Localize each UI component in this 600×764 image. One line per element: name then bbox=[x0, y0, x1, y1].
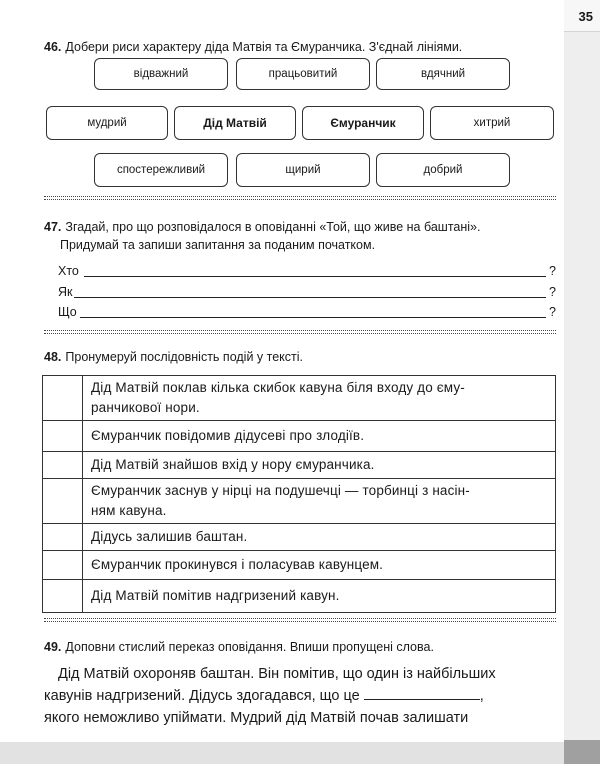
trait-label: працьовитий bbox=[268, 68, 338, 80]
trait-box-kind[interactable] bbox=[376, 153, 510, 187]
bottom-strip bbox=[0, 742, 600, 764]
table-row bbox=[43, 421, 556, 452]
answer-line[interactable] bbox=[80, 317, 546, 318]
event-text: Ємуранчик прокинувся і поласував кавунцем. bbox=[91, 557, 384, 572]
character-label: Дід Матвій bbox=[203, 116, 267, 130]
story-line bbox=[44, 663, 556, 685]
event-cell bbox=[83, 580, 556, 613]
event-text: Ємуранчик заснув у нірці на подушечці — торбинці з насін- bbox=[91, 483, 470, 498]
event-cell bbox=[83, 376, 556, 421]
order-number-cell[interactable] bbox=[43, 580, 83, 613]
table-row bbox=[43, 376, 556, 421]
trait-box-observant[interactable] bbox=[94, 153, 228, 187]
task48-number: 48. bbox=[44, 350, 62, 364]
question-line-what[interactable] bbox=[58, 302, 556, 320]
event-text: Дід Матвій помітив надгризений кавун. bbox=[91, 588, 340, 603]
trait-label: щирий bbox=[285, 164, 321, 176]
event-cell bbox=[83, 421, 556, 452]
question-mark: ? bbox=[549, 264, 556, 278]
event-text: Дід Матвій поклав кілька скибок кавуна біля входу до єму- bbox=[91, 380, 465, 395]
question-start: Що bbox=[58, 305, 77, 319]
table-row bbox=[43, 479, 556, 524]
event-cell bbox=[83, 551, 556, 580]
table-row bbox=[43, 524, 556, 551]
section-divider bbox=[44, 330, 556, 334]
order-number-cell[interactable] bbox=[43, 551, 83, 580]
answer-line[interactable] bbox=[84, 276, 546, 277]
character-box-did-matvii[interactable] bbox=[174, 106, 296, 140]
event-text: Дідусь залишив баштан. bbox=[91, 529, 248, 544]
task46-instruction: Добери риси характеру діда Матвія та Ємуранчика. З'єднай лініями. bbox=[65, 40, 463, 54]
story-text: кавунів надгризений. Дідусь здогадався, що це bbox=[44, 688, 360, 704]
section-divider bbox=[44, 196, 556, 200]
order-number-cell[interactable] bbox=[43, 376, 83, 421]
task48-instruction: Пронумеруй послідовність подій у тексті. bbox=[65, 350, 303, 364]
table-row bbox=[43, 580, 556, 613]
page-number: 35 bbox=[578, 9, 593, 24]
event-text: ранчикової нори. bbox=[91, 400, 200, 415]
page-corner bbox=[564, 740, 600, 764]
event-text: Ємуранчик повідомив дідусеві про злодіїв. bbox=[91, 428, 365, 443]
trait-box-brave[interactable] bbox=[94, 58, 228, 90]
question-line-how[interactable] bbox=[58, 282, 556, 300]
page-edge bbox=[564, 0, 600, 764]
trait-box-wise[interactable] bbox=[46, 106, 168, 140]
question-start: Як bbox=[58, 285, 73, 299]
event-cell bbox=[83, 479, 556, 524]
task46-title bbox=[44, 40, 462, 54]
trait-box-grateful[interactable] bbox=[376, 58, 510, 90]
table-row bbox=[43, 452, 556, 479]
story-text: Дід Матвій охороняв баштан. Він помітив, що один із найбільших bbox=[58, 666, 496, 682]
task47-instruction-2: Придумай та запиши запитання за поданим початком. bbox=[60, 238, 376, 252]
task49-number: 49. bbox=[44, 640, 62, 654]
order-number-cell[interactable] bbox=[43, 479, 83, 524]
trait-label: спостережливий bbox=[116, 164, 206, 176]
task47-title-line2 bbox=[60, 238, 375, 252]
answer-line[interactable] bbox=[74, 297, 546, 298]
story-line bbox=[44, 685, 556, 707]
trait-label: хитрий bbox=[473, 117, 511, 129]
question-mark: ? bbox=[549, 305, 556, 319]
event-cell bbox=[83, 452, 556, 479]
trait-label: мудрий bbox=[87, 117, 127, 129]
task47-instruction-1: Згадай, про що розповідалося в оповіданні «Той, що живе на баштані». bbox=[65, 220, 481, 234]
event-text: ням кавуна. bbox=[91, 503, 167, 518]
task47-number: 47. bbox=[44, 220, 62, 234]
question-mark: ? bbox=[549, 285, 556, 299]
story-text: , bbox=[479, 688, 484, 704]
order-number-cell[interactable] bbox=[43, 421, 83, 452]
fill-in-blank[interactable] bbox=[364, 688, 480, 700]
task47-title-line1 bbox=[44, 220, 480, 234]
trait-label: відважний bbox=[133, 68, 189, 80]
task49-instruction: Доповни стислий переказ оповідання. Впиши пропущені слова. bbox=[65, 640, 434, 654]
event-order-table bbox=[42, 375, 556, 613]
trait-box-cunning[interactable] bbox=[430, 106, 554, 140]
task46-number: 46. bbox=[44, 40, 62, 54]
section-divider bbox=[44, 618, 556, 622]
order-number-cell[interactable] bbox=[43, 452, 83, 479]
event-text: Дід Матвій знайшов вхід у нору ємуранчика. bbox=[91, 457, 375, 472]
task49-title bbox=[44, 640, 434, 654]
trait-label: вдячний bbox=[420, 68, 466, 80]
character-label: Ємуранчик bbox=[330, 116, 396, 130]
story-line bbox=[44, 707, 556, 729]
task48-title bbox=[44, 350, 303, 364]
trait-label: добрий bbox=[423, 164, 463, 176]
trait-box-sincere[interactable] bbox=[236, 153, 370, 187]
question-start: Хто bbox=[58, 264, 79, 278]
trait-box-hardworking[interactable] bbox=[236, 58, 370, 90]
character-box-yemuranchyk[interactable] bbox=[302, 106, 424, 140]
event-cell bbox=[83, 524, 556, 551]
story-text: якого неможливо упіймати. Мудрий дід Матвій почав залишати bbox=[44, 710, 469, 726]
story-summary bbox=[44, 663, 556, 729]
question-line-who[interactable] bbox=[58, 261, 556, 279]
table-row bbox=[43, 551, 556, 580]
order-number-cell[interactable] bbox=[43, 524, 83, 551]
